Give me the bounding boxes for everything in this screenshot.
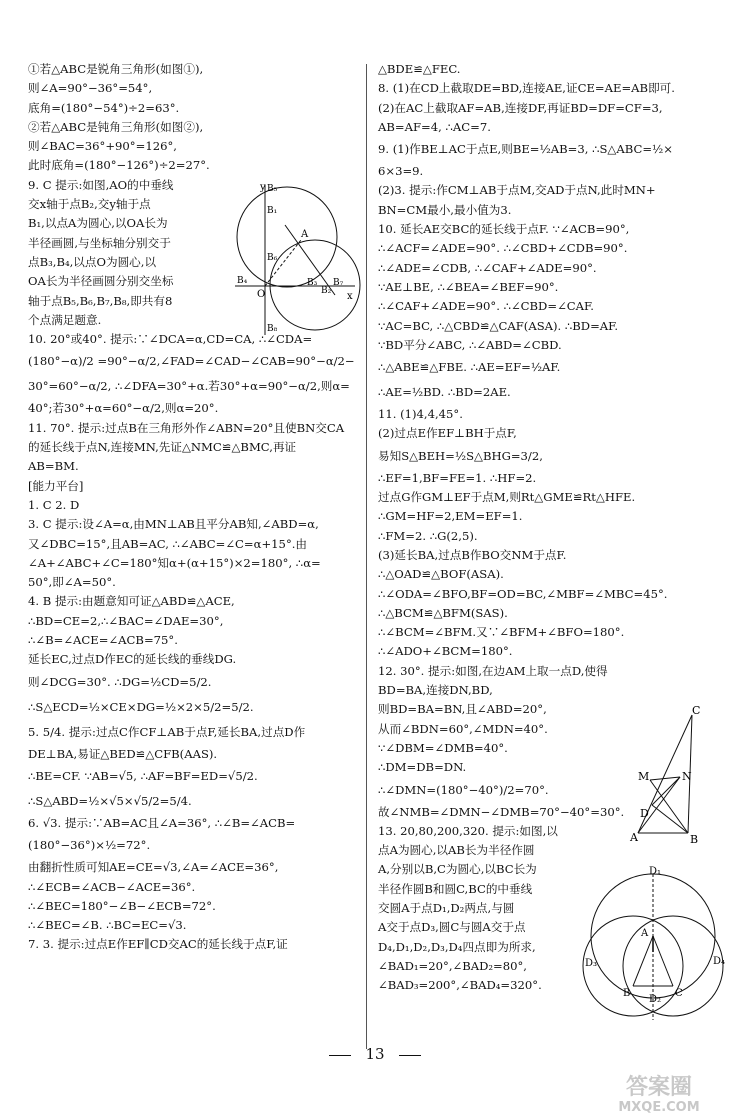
b5-label: B₅ bbox=[267, 184, 278, 194]
text-line: ∠BAD₁=20°,∠BAD₂=80°, bbox=[378, 958, 527, 973]
text-line: 1. C 2. D bbox=[28, 497, 80, 512]
figure-problem-12 bbox=[630, 705, 720, 845]
text-line: 延长EC,过点D作EC的延长线的垂线DG. bbox=[28, 652, 237, 667]
text-line: 底角=(180°−54°)÷2=63°. bbox=[28, 100, 180, 115]
text-line: 11. (1)4,4,45°. bbox=[378, 407, 463, 422]
b1-label: B₁ bbox=[267, 206, 278, 216]
b6-label: B₆ bbox=[267, 253, 278, 263]
text-line: 的延长线于点N,连接MN,先证△NMC≌△BMC,再证 bbox=[28, 440, 297, 455]
b3-label: B₃ bbox=[307, 278, 318, 288]
point-b-label: B bbox=[623, 988, 631, 999]
text-line: ∴△BCM≌△BFM(SAS). bbox=[378, 605, 508, 620]
d3-label: D₃ bbox=[585, 958, 598, 969]
text-line: BD=BA,连接DN,BD, bbox=[378, 683, 493, 698]
text-line: 7. 3. 提示:过点E作EF∥CD交AC的延长线于点F,证 bbox=[28, 937, 288, 952]
text-line: ∴∠BCM=∠BFM.又∵∠BFM+∠BFO=180°. bbox=[378, 625, 625, 640]
d4-label: D₄ bbox=[713, 956, 726, 967]
text-line: 故∠NMB=∠DMN−∠DMB=70°−40°=30°. bbox=[378, 804, 625, 819]
text-line: BN=CM最小,最小值为3. bbox=[378, 202, 512, 217]
text-line: (2)过点E作EF⊥BH于点F, bbox=[378, 426, 517, 441]
text-line: 个点满足题意. bbox=[28, 312, 102, 327]
figure-problem-13 bbox=[585, 866, 735, 1026]
text-line: 轴于点B₅,B₆,B₇,B₈,即共有8 bbox=[28, 293, 173, 308]
text-line: 6×3=9. bbox=[378, 164, 424, 179]
text-line: OA长为半径画圆分别交坐标 bbox=[28, 274, 174, 289]
text-line: 11. 70°. 提示:过点B在三角形外作∠ABN=20°且使BN交CA bbox=[28, 420, 345, 435]
point-n-label: N bbox=[682, 770, 692, 783]
point-b-label: B bbox=[690, 833, 699, 846]
b8-label: B₈ bbox=[267, 324, 278, 334]
text-line: AB=BM. bbox=[28, 459, 79, 474]
text-line: DE⊥BA,易证△BED≌△CFB(AAS). bbox=[28, 746, 218, 761]
watermark-line1: 答案圈 bbox=[625, 1075, 693, 1100]
text-line: ∴△ABE≌△FBE. ∴AE=EF=½AF. bbox=[378, 360, 561, 375]
text-line: 则BD=BA=BN,且∠ABD=20°, bbox=[378, 702, 547, 717]
text-line: ∵AE⊥BE, ∴∠BEA=∠BEF=90°. bbox=[378, 279, 559, 294]
text-line: (180°−36°)×½=72°. bbox=[28, 838, 151, 853]
b4-label: B₄ bbox=[237, 276, 248, 286]
text-line: 半径画圆,与坐标轴分别交于 bbox=[28, 235, 171, 250]
point-c-label: C bbox=[692, 704, 701, 717]
text-line: 3. C 提示:设∠A=α,由MN⊥AB且平分AB知,∠ABD=α, bbox=[28, 517, 319, 532]
text-line: 30°=60°−α/2, ∴∠DFA=30°+α.若30°+α=90°−α/2,则α= bbox=[28, 379, 350, 394]
text-line: ∴∠DMN=(180°−40°)/2=70°. bbox=[378, 782, 549, 797]
text-line: ∴FM=2. ∴G(2,5). bbox=[378, 528, 478, 543]
b7-label: B₇ bbox=[333, 278, 344, 288]
text-line: ∵AC=BC, ∴△CBD≌△CAF(ASA). ∴BD=AF. bbox=[378, 318, 619, 333]
point-m-label: M bbox=[638, 770, 650, 783]
point-a-label: A bbox=[641, 928, 649, 939]
text-line: B₁,以点A为圆心,以OA长为 bbox=[28, 216, 168, 231]
text-line: 10. 延长AE交BC的延长线于点F. ∵∠ACB=90°, bbox=[378, 222, 630, 237]
text-line: 6. √3. 提示:∵AB=AC且∠A=36°, ∴∠B=∠ACB= bbox=[28, 815, 296, 830]
text-line: 8. (1)在CD上截取DE=BD,连接AE,证CE=AE=AB即可. bbox=[378, 81, 675, 96]
text-line: 10. 20°或40°. 提示:∵∠DCA=α,CD=CA, ∴∠CDA= bbox=[28, 332, 313, 347]
watermark-logo bbox=[574, 1070, 744, 1114]
point-d-label: D bbox=[640, 807, 649, 820]
text-line: 则∠BAC=36°+90°=126°, bbox=[28, 139, 177, 154]
text-line: ②若△ABC是钝角三角形(如图②), bbox=[28, 119, 204, 134]
text-line: 交圆A于点D₁,D₂两点,与圆 bbox=[378, 900, 515, 915]
text-line: ∴△OAD≌△BOF(ASA). bbox=[378, 567, 504, 582]
text-line: ∴BE=CF. ∵AB=√5, ∴AF=BF=ED=√5/2. bbox=[28, 768, 258, 783]
text-line: 由翻折性质可知AE=CE=√3,∠A=∠ACE=36°, bbox=[28, 860, 279, 875]
text-line: △BDE≌△FEC. bbox=[378, 62, 461, 76]
text-line: 从而∠BDN=60°,∠MDN=40°. bbox=[378, 721, 548, 736]
text-line: ∵BD平分∠ABC, ∴∠ABD=∠CBD. bbox=[378, 337, 562, 352]
footer-dash-left bbox=[329, 1055, 351, 1056]
point-c-label: C bbox=[675, 988, 683, 999]
text-line: ∴∠ADO+∠BCM=180°. bbox=[378, 644, 513, 659]
text-line: ∴∠B=∠ACE=∠ACB=75°. bbox=[28, 633, 178, 648]
text-line: ∴∠ODA=∠BFO,BF=OD=BC,∠MBF=∠MBC=45°. bbox=[378, 586, 668, 601]
text-line: ①若△ABC是锐角三角形(如图①), bbox=[28, 62, 204, 76]
text-line: 9. (1)作BE⊥AC于点E,则BE=½AB=3, ∴S△ABC=½× bbox=[378, 142, 673, 157]
text-line: (2)在AC上截取AF=AB,连接DF,再证BD=DF=CF=3, bbox=[378, 100, 663, 115]
text-line: 4. B 提示:由题意知可证△ABD≌△ACE, bbox=[28, 594, 235, 609]
text-line: ∴∠BEC=∠B. ∴BC=EC=√3. bbox=[28, 918, 187, 933]
page-footer bbox=[0, 1045, 750, 1063]
text-line: (3)延长BA,过点B作BO交NM于点F. bbox=[378, 547, 567, 562]
text-line: A交于点D₃,圆C与圆A交于点 bbox=[378, 920, 526, 935]
text-line: ∴DM=DB=DN. bbox=[378, 760, 467, 775]
text-line: D₄,D₁,D₂,D₃,D₄四点即为所求, bbox=[378, 939, 536, 954]
text-line: 点A为圆心,以AB长为半径作圆 bbox=[378, 843, 535, 858]
text-line: ∴BD=CE=2,∴∠BAC=∠DAE=30°, bbox=[28, 613, 224, 628]
text-line: ∴∠ECB=∠ACB−∠ACE=36°. bbox=[28, 879, 196, 894]
text-line: ∠BAD₃=200°,∠BAD₄=320°. bbox=[378, 978, 542, 993]
right-column bbox=[378, 60, 728, 995]
text-line: ∴S△ECD=½×CE×DG=½×2×5/2=5/2. bbox=[28, 699, 254, 714]
text-line: ∠A+∠ABC+∠C=180°知α+(α+15°)×2=180°, ∴α= bbox=[28, 555, 321, 570]
text-line: 则∠A=90°−36°=54°, bbox=[28, 81, 153, 96]
text-line: ∵∠DBM=∠DMB=40°. bbox=[378, 740, 508, 755]
text-line: 过点G作GM⊥EF于点M,则Rt△GME≌Rt△HFE. bbox=[378, 490, 636, 505]
point-a-label: A bbox=[301, 229, 309, 240]
text-line: 9. C 提示:如图,AO的中垂线 bbox=[28, 177, 174, 192]
text-line: ∴∠ACF=∠ADE=90°. ∴∠CBD+∠CDB=90°. bbox=[378, 241, 628, 256]
page-number: 13 bbox=[365, 1045, 385, 1063]
d1-label: D₁ bbox=[649, 866, 662, 877]
b2-label: B₂ bbox=[321, 286, 332, 296]
text-line: 又∠DBC=15°,且AB=AC, ∴∠ABC=∠C=α+15°.由 bbox=[28, 536, 308, 551]
text-line: 5. 5/4. 提示:过点C作CF⊥AB于点F,延长BA,过点D作 bbox=[28, 724, 306, 739]
figure-problem-9 bbox=[235, 182, 355, 335]
text-line: ∴∠CAF+∠ADE=90°. ∴∠CBD=∠CAF. bbox=[378, 299, 594, 314]
text-line: ∴S△ABD=½×√5×√5/2=5/4. bbox=[28, 793, 192, 808]
column-divider bbox=[366, 64, 367, 1049]
text-line: 点B₃,B₄,以点O为圆心,以 bbox=[28, 254, 157, 269]
d2-label: D₂ bbox=[649, 994, 662, 1005]
text-line: 交x轴于点B₂,交y轴于点 bbox=[28, 197, 151, 212]
text-line: ∴∠BEC=180°−∠B−∠ECB=72°. bbox=[28, 898, 216, 913]
text-line: A,分别以B,C为圆心,以BC长为 bbox=[378, 862, 537, 877]
watermark-line2: MXQE.COM bbox=[618, 1100, 700, 1115]
y-axis-label: y bbox=[260, 182, 266, 193]
text-line: (180°−α)/2 =90°−α/2,∠FAD=∠CAD−∠CAB=90°−α/2− bbox=[28, 354, 355, 369]
text-line: AB=AF=4, ∴AC=7. bbox=[378, 119, 491, 134]
x-axis-label: x bbox=[347, 291, 353, 302]
text-line: 半径作圆B和圆C,BC的中垂线 bbox=[378, 881, 533, 896]
text-line: ∴∠ADE=∠CDB, ∴∠CAF+∠ADE=90°. bbox=[378, 260, 597, 275]
text-line: 13. 20,80,200,320. 提示:如图,以 bbox=[378, 823, 558, 838]
text-line: ∴GM=HF=2,EM=EF=1. bbox=[378, 509, 523, 524]
origin-label: O bbox=[257, 289, 266, 300]
footer-dash-right bbox=[399, 1055, 421, 1056]
text-line: 易知S△BEH=½S△BHG=3/2, bbox=[378, 448, 543, 463]
text-line: 12. 30°. 提示:如图,在边AM上取一点D,使得 bbox=[378, 663, 608, 678]
text-line: (2)3. 提示:作CM⊥AB于点M,交AD于点N,此时MN+ bbox=[378, 183, 656, 198]
text-line: 则∠DCG=30°. ∴DG=½CD=5/2. bbox=[28, 674, 212, 689]
text-line: [能力平台] bbox=[28, 478, 84, 493]
text-line: 40°;若30°+α=60°−α/2,则α=20°. bbox=[28, 401, 219, 416]
text-line: 此时底角=(180°−126°)÷2=27°. bbox=[28, 158, 210, 173]
point-a-label: A bbox=[630, 831, 638, 844]
text-line: ∴AE=½BD. ∴BD=2AE. bbox=[378, 385, 511, 400]
text-line: 50°,即∠A=50°. bbox=[28, 575, 116, 590]
text-line: ∴EF=1,BF=FE=1. ∴HF=2. bbox=[378, 470, 537, 485]
